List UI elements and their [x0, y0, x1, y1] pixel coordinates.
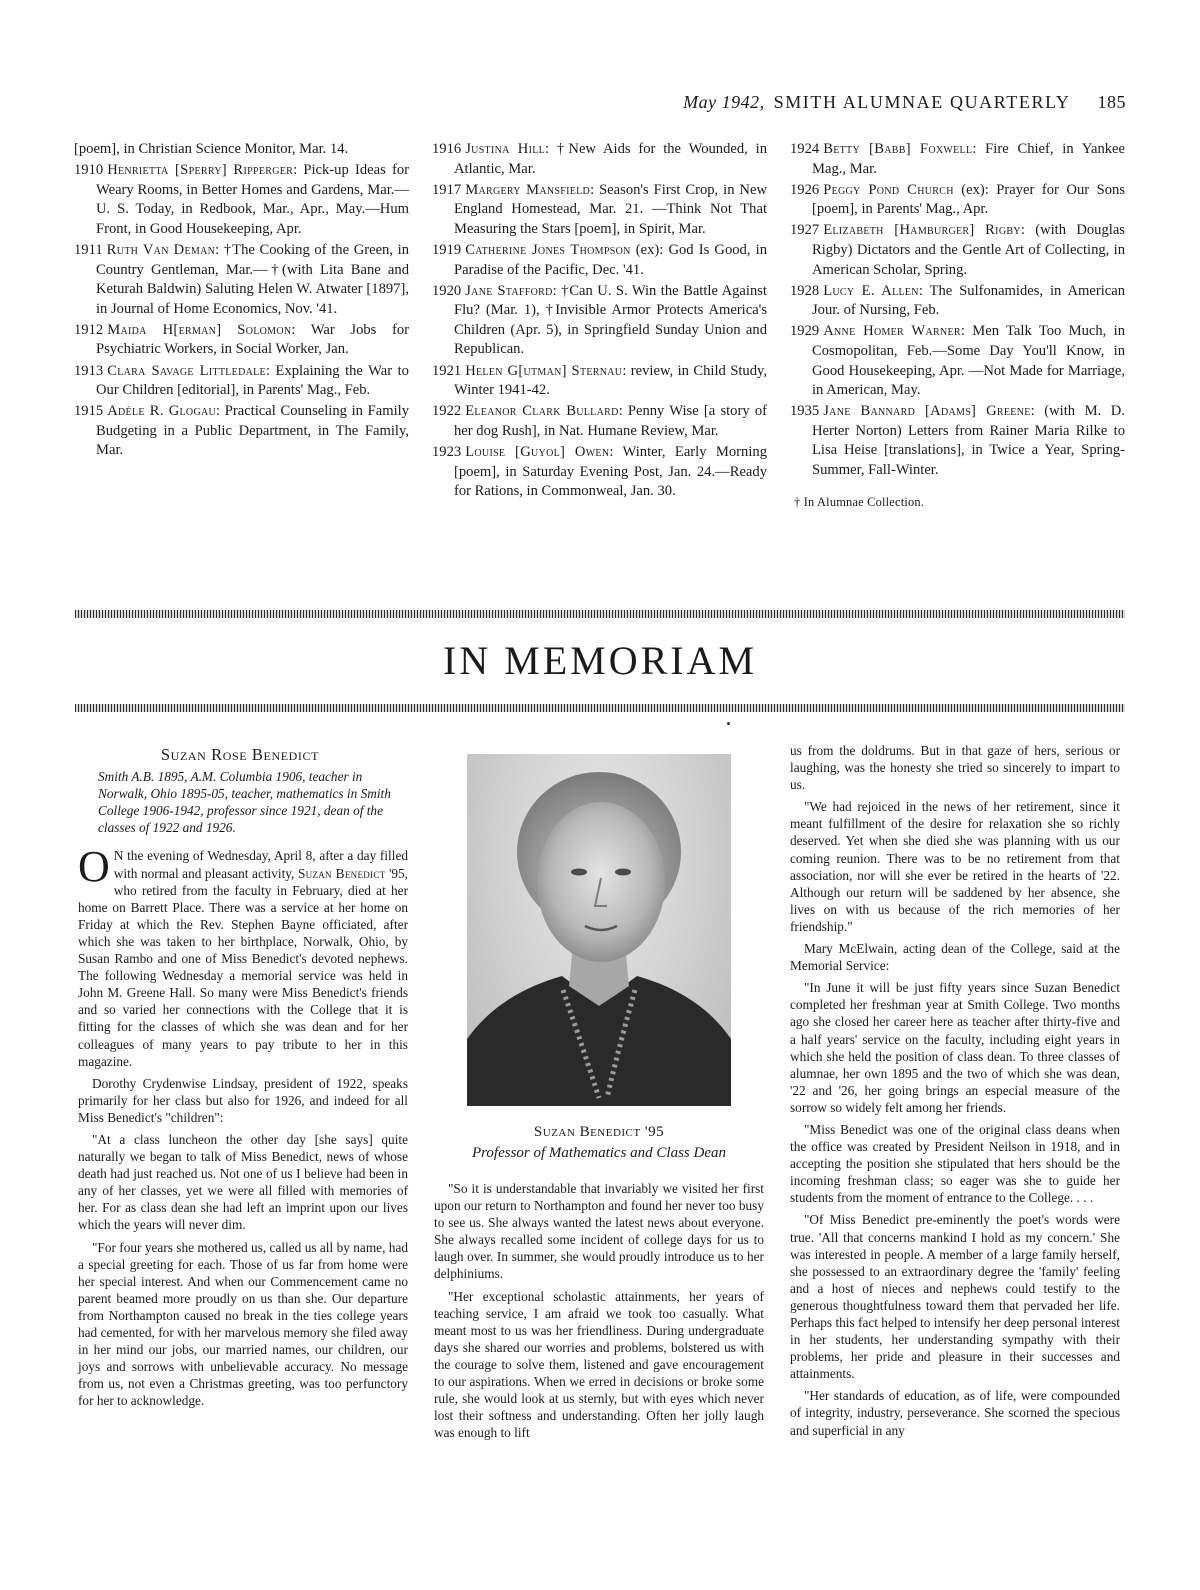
- subject-description: Smith A.B. 1895, A.M. Columbia 1906, teacher in Norwalk, Ohio 1895-05, teacher, mathematics in Smith College 1906-1942, professor since 1921, dean of the classes of 1922 and 1926.: [98, 769, 391, 836]
- stray-dot: [727, 722, 730, 725]
- publication-entry: 1935 Jane Bannard [Adams] Greene: (with M. D. Herter Norton) Letters from Rainer Maria Rilke to Lisa Heise [translations], in Twice a Year, Spring-Summer, Fall-Winter.: [790, 403, 1125, 478]
- portrait-illustration: [467, 754, 731, 1106]
- subject-name: Suzan Rose Benedict: [160, 745, 320, 764]
- body-paragraph: "So it is understandable that invariably we visited her first upon our return to Northampton and found her never too busy to see us. She always wanted the latest news about everyone. She always recalled some incident of college days for us to laugh over. In summer, she would proudly introduce us to her delphiniums.: [434, 1181, 764, 1282]
- publication-entry: 1923 Louise [Guyol] Owen: Winter, Early Morning [poem], in Saturday Evening Post, Jan. 24.—Ready for Rations, in Commonweal, Jan. 30.: [432, 443, 767, 500]
- publications-column-3: [790, 140, 1125, 512]
- publication-entry: 1911 Ruth Van Deman: †The Cooking of the Green, in Country Gentleman, Mar.—†(with Lita Bane and Keturah Baldwin) Saluting Helen W. Atwater [1897], in Journal of Home Economics, Nov. '41.: [74, 241, 410, 317]
- publication-entry: 1916 Justina Hill: †New Aids for the Wounded, in Atlantic, Mar.: [432, 141, 767, 177]
- lead-name: Suzan Benedict: [297, 865, 386, 881]
- body-paragraph: Dorothy Crydenwise Lindsay, president of 1922, speaks primarily for her class but also for 1926, and indeed for all Miss Benedict's "children":: [78, 1075, 408, 1125]
- issue-date: May 1942,: [683, 92, 765, 112]
- body-paragraph: "Miss Benedict was one of the original class deans when the office was created by President Neilson in 1918, and in accepting the position she stipulated that hers should be the incoming freshman class; so eager was she to guide her students from the moment of entrance to the College. . . .: [790, 1121, 1120, 1206]
- memoriam-column-3: [790, 742, 1120, 1444]
- publication-entry: 1913 Clara Savage Littledale: Explaining the War to Our Children [editorial], in Parents' Mag., Feb.: [74, 362, 409, 399]
- publication-entry: [poem], in Christian Science Monitor, Mar. 14.: [74, 141, 349, 157]
- journal-title: SMITH ALUMNAE QUARTERLY: [773, 92, 1071, 112]
- publication-entry: 1920 Jane Stafford: †Can U. S. Win the Battle Against Flu? (Mar. 1), †Invisible Armor Protects America's Children (Apr. 5), in Springfield Sunday Union and Republican.: [432, 282, 767, 358]
- body-paragraph: "Her standards of education, as of life, were compounded of integrity, industry, perseverance. She scorned the specious and superficial in any: [790, 1388, 1120, 1438]
- publication-entry: 1919 Catherine Jones Thompson (ex): God Is Good, in Paradise of the Pacific, Dec. '41.: [432, 241, 767, 278]
- publication-entry: 1924 Betty [Babb] Foxwell: Fire Chief, in Yankee Mag., Mar.: [790, 141, 1125, 177]
- body-paragraph: "Of Miss Benedict pre-eminently the poet's words were true. 'All that concerns mankind I hold as my concern.' She was interested in people. A member of a large family herself, she possessed to an extraordinary degree the 'family' feeling and a host of nieces and nephews could testify to the generous thoughtfulness toward them that pervaded her life. Perhaps this fact helped to intensify her deep personal interest in her students, her understanding sympathy with their problems, her pride and pleasure in their successes and attainments.: [790, 1212, 1120, 1382]
- body-paragraph: Mary McElwain, acting dean of the College, said at the Memorial Service:: [790, 941, 1120, 974]
- photo-caption-title: Professor of Mathematics and Class Dean: [471, 1145, 727, 1161]
- body-paragraph: "We had rejoiced in the news of her retirement, since it meant fulfillment of the desire for relaxation she so richly deserved. Yet when she died she was planning with us our coming reunion. There was to be no retirement from that association, nor will she ever be retired in the hearts of '22. Although our return will be saddened by her absence, she lives on with us because of the rich memories of her friendship.": [790, 799, 1120, 934]
- publication-entry: 1915 Adèle R. Glogau: Practical Counseling in Family Budgeting in a Public Department, in The Family, Mar.: [74, 403, 409, 459]
- publications-column-1: [74, 140, 409, 463]
- portrait-photo: [467, 754, 731, 1106]
- memoriam-column-1: [78, 746, 408, 1414]
- publication-entry: 1927 Elizabeth [Hamburger] Rigby: (with Douglas Rigby) Dictators and the Gentle Art of Collecting, in American Scholar, Spring.: [790, 222, 1125, 278]
- body-paragraph: us from the doldrums. But in that gaze of hers, serious or laughing, was the honesty she tried so sincerely to impart to us.: [790, 743, 1120, 793]
- body-paragraph: "At a class luncheon the other day [she says] quite naturally we began to talk of Miss Benedict, news of whose death had just reached us. Not one of us I believe had been in any of her classes, yet we were all filled with memories of her. For as class dean she had left an imprint upon our lives which the years will never dim.: [78, 1131, 408, 1233]
- lead-paragraph: O N the evening of Wednesday, April 8, after a day filled with normal and pleasant activity, Suzan Benedict '95, who retired from the faculty in February, died at her home on Barrett Place. There was a service at her home on Friday at which the Rev. Stephen Bayne officiated, after which she was taken to her birthplace, Norwalk, Ohio, by Susan Rambo and one of Miss Benedict's devoted nephews. The following Wednesday a memorial service was held in John M. Greene Hall. So many were Miss Benedict's friends and so varied her connections with the College that it is fitting for the classes of which she was dean and for her colleagues of many years to pay tribute to her in this magazine.: [78, 842, 409, 1069]
- running-header: [683, 92, 1126, 113]
- collection-footnote: † In Alumnae Collection.: [794, 494, 925, 509]
- publication-entry: 1917 Margery Mansfield: Season's First Crop, in New England Homestead, Mar. 21. —Think Not That Measuring the Stars [poem], in Spirit, Mar.: [432, 181, 767, 237]
- section-title: IN MEMORIAM: [442, 638, 758, 683]
- publication-entry: 1929 Anne Homer Warner: Men Talk Too Much, in Cosmopolitan, Feb.—Some Day You'll Know, in Good Housekeeping, Apr. —Not Made for Marriage, in American, May.: [790, 323, 1125, 399]
- publication-entry: 1921 Helen G[utman] Sternau: review, in Child Study, Winter 1941-42.: [432, 362, 767, 399]
- publication-entry: 1910 Henrietta [Sperry] Ripperger: Pick-up Ideas for Weary Rooms, in Better Homes and Gardens, Mar.—U. S. Today, in Redbook, Mar., Apr., May.—Hum Front, in Good Housekeeping, Apr.: [74, 162, 409, 237]
- publications-column-2: [432, 140, 767, 503]
- hatched-rule-bottom: [75, 704, 1125, 712]
- publication-entry: 1928 Lucy E. Allen: The Sulfonamides, in American Jour. of Nursing, Feb.: [790, 282, 1126, 319]
- publication-entry: 1926 Peggy Pond Church (ex): Prayer for Our Sons [poem], in Parents' Mag., Apr.: [790, 181, 1125, 218]
- drop-cap: O: [78, 842, 110, 892]
- page-number: 185: [1097, 92, 1126, 112]
- photo-caption-name: Suzan Benedict '95: [533, 1124, 665, 1140]
- body-paragraph: "For four years she mothered us, called us all by name, had a special greeting for each. Those of us far from home were her special interest. And when our Commencement came no parent beamed more proudly on us than she. Our departure from Northampton caused no break in the ties college years had cemented, for with her marvelous memory she filed away in her mind our jobs, our married names, our children, our joys and sorrows with unbelievable accuracy. No message from us, not even a Christmas greeting, was too perfunctory for her to acknowledge.: [78, 1239, 408, 1409]
- hatched-rule-top: [75, 610, 1125, 618]
- publication-entry: 1912 Maida H[erman] Solomon: War Jobs for Psychiatric Workers, in Social Worker, Jan.: [74, 321, 409, 358]
- memoriam-column-2: [434, 1180, 764, 1446]
- body-paragraph: "Her exceptional scholastic attainments, her years of teaching service, I am afraid we took too casually. What meant most to us was her friendliness. During undergraduate days she shared our worries and problems, bolstered us with the courage to solve them, listened and gave encouragement to our aspirations. When we erred in decisions or broke some rule, she would look at us sternly, but with eyes which never lost their softness and understanding. Often her jolly laugh was enough to lift: [434, 1288, 764, 1441]
- publication-entry: 1922 Eleanor Clark Bullard: Penny Wise [a story of her dog Rush], in Nat. Humane Review, Mar.: [432, 403, 767, 439]
- body-paragraph: "In June it will be just fifty years since Suzan Benedict completed her freshman year at Smith College. Two months ago she closed her career here as teacher after thirty-five and a half years' service on the faculty, including eight years in which she held the position of class dean. To three classes of alumnae, her own 1895 and the two of which she was dean, '22 and '26, her going brings an especial measure of the sorrow so widely felt among her friends.: [790, 980, 1120, 1115]
